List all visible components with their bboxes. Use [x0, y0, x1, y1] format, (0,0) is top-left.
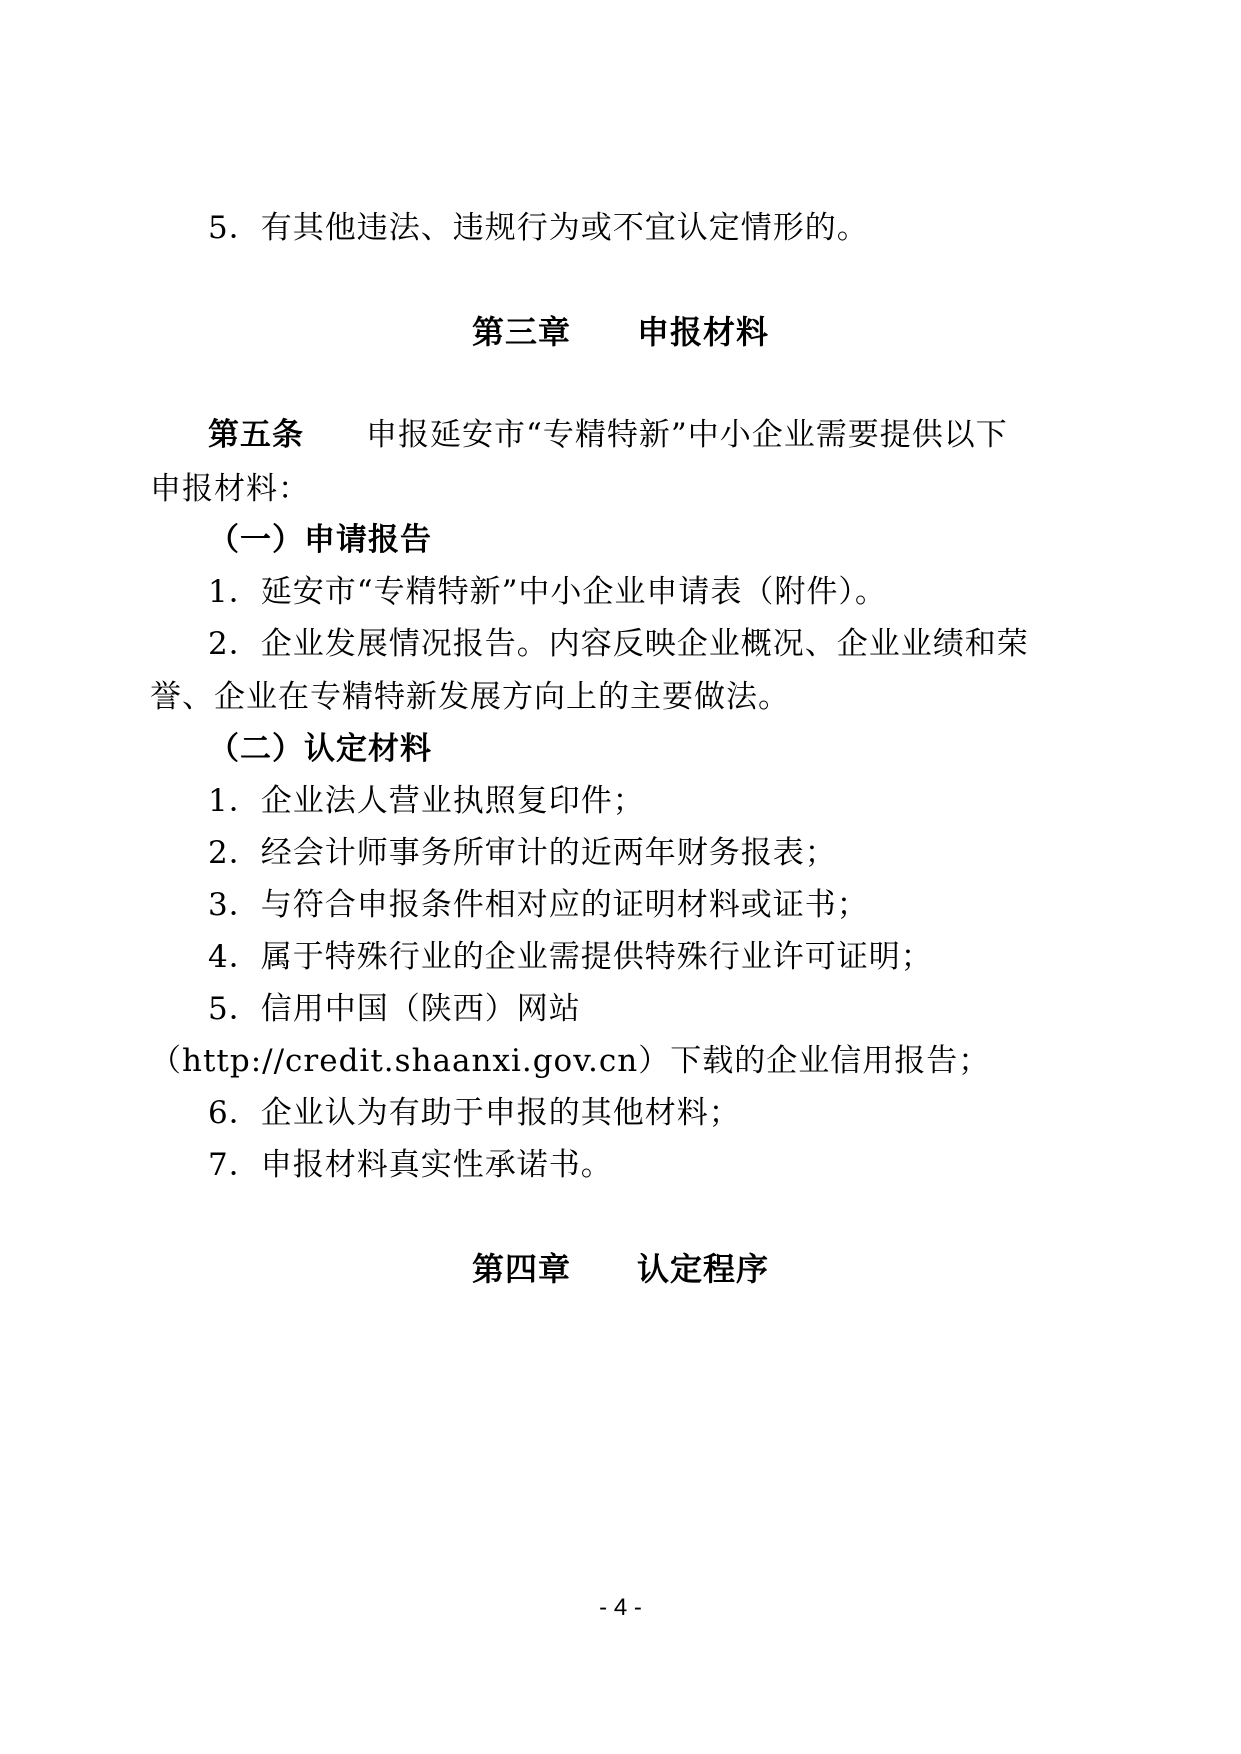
article-label: 第五条 — [208, 417, 304, 453]
list-item: 3．与符合申报条件相对应的证明材料或证书； — [208, 887, 869, 923]
section-heading: （一）申请报告 — [208, 522, 432, 558]
article-paragraph — [208, 415, 1008, 455]
chapter-title: 认定程序 — [637, 1250, 770, 1288]
section-heading: （二）认定材料 — [208, 731, 432, 767]
list-item: 1．企业法人营业执照复印件； — [208, 783, 645, 819]
chapter-number: 第三章 — [471, 313, 571, 351]
list-item: 5．有其他违法、违规行为或不宜认定情形的。 — [208, 210, 869, 246]
list-item: 4．属于特殊行业的企业需提供特殊行业许可证明； — [208, 939, 933, 975]
list-item: 5．信用中国（陕西）网站 — [208, 991, 581, 1027]
chapter-heading — [0, 1249, 1241, 1289]
list-item: 7．申报材料真实性承诺书。 — [208, 1147, 613, 1183]
article-text: 申报延安市“专精特新”中小企业需要提供以下 — [366, 417, 1008, 453]
list-item: 1．延安市“专精特新”中小企业申请表（附件）。 — [208, 574, 887, 610]
page-number: - 4 - — [599, 1594, 642, 1621]
list-item: 6．企业认为有助于申报的其他材料； — [208, 1095, 741, 1131]
chapter-title: 申报材料 — [637, 313, 770, 351]
chapter-heading — [0, 312, 1241, 352]
list-item: 2．企业发展情况报告。内容反映企业概况、企业业绩和荣 — [208, 626, 1029, 662]
list-item: 2．经会计师事务所审计的近两年财务报表； — [208, 835, 837, 871]
list-item-continuation: （http://credit.shaanxi.gov.cn）下载的企业信用报告； — [150, 1043, 991, 1079]
chapter-number: 第四章 — [471, 1250, 571, 1288]
paragraph-continuation: 申报材料： — [150, 471, 310, 507]
list-item-continuation: 誉、企业在专精特新发展方向上的主要做法。 — [150, 679, 790, 715]
